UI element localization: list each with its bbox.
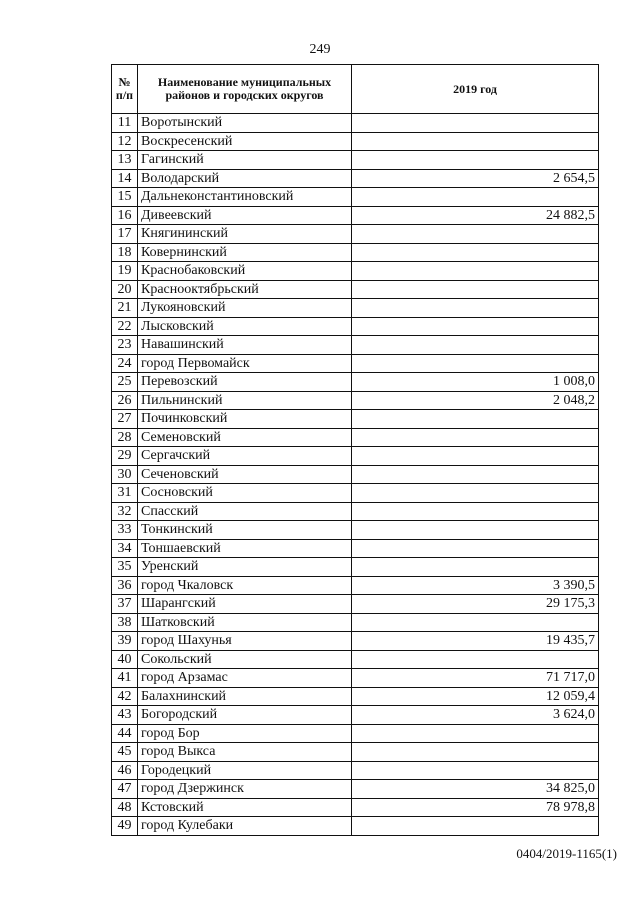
row-value-2019 — [352, 428, 599, 447]
table-row — [112, 465, 599, 484]
header-year: 2019 год — [352, 65, 599, 114]
row-value-2019 — [352, 410, 599, 429]
table-row — [112, 317, 599, 336]
row-value-2019: 2 654,5 — [352, 169, 599, 188]
row-number: 45 — [112, 743, 138, 762]
row-district-name: город Арзамас — [138, 669, 352, 688]
table-row — [112, 650, 599, 669]
row-value-2019 — [352, 484, 599, 503]
table-row — [112, 613, 599, 632]
table-row — [112, 798, 599, 817]
row-value-2019 — [352, 262, 599, 281]
table-row — [112, 262, 599, 281]
row-district-name: город Шахунья — [138, 632, 352, 651]
table-row — [112, 299, 599, 318]
table-row — [112, 780, 599, 799]
row-district-name: Спасский — [138, 502, 352, 521]
row-district-name: Княгининский — [138, 225, 352, 244]
row-district-name: Починковский — [138, 410, 352, 429]
row-district-name: город Кулебаки — [138, 817, 352, 836]
row-district-name: Гагинский — [138, 151, 352, 170]
header-name: Наименование муниципальных районов и городских округов — [138, 65, 352, 114]
row-value-2019 — [352, 336, 599, 355]
row-district-name: Дивеевский — [138, 206, 352, 225]
row-district-name: город Дзержинск — [138, 780, 352, 799]
row-number: 47 — [112, 780, 138, 799]
row-number: 22 — [112, 317, 138, 336]
table-row — [112, 280, 599, 299]
row-number: 15 — [112, 188, 138, 207]
row-value-2019: 12 059,4 — [352, 687, 599, 706]
row-number: 32 — [112, 502, 138, 521]
row-value-2019 — [352, 354, 599, 373]
table-row — [112, 706, 599, 725]
table-row — [112, 132, 599, 151]
row-number: 33 — [112, 521, 138, 540]
row-value-2019 — [352, 502, 599, 521]
row-number: 43 — [112, 706, 138, 725]
row-district-name: Навашинский — [138, 336, 352, 355]
table-row — [112, 761, 599, 780]
row-value-2019: 29 175,3 — [352, 595, 599, 614]
table-row — [112, 484, 599, 503]
row-district-name: город Чкаловск — [138, 576, 352, 595]
table-row — [112, 354, 599, 373]
row-number: 24 — [112, 354, 138, 373]
row-value-2019 — [352, 447, 599, 466]
row-number: 21 — [112, 299, 138, 318]
row-district-name: Шатковский — [138, 613, 352, 632]
row-district-name: город Выкса — [138, 743, 352, 762]
row-number: 49 — [112, 817, 138, 836]
row-value-2019 — [352, 465, 599, 484]
row-number: 14 — [112, 169, 138, 188]
row-number: 44 — [112, 724, 138, 743]
row-value-2019: 24 882,5 — [352, 206, 599, 225]
table-header-row — [112, 65, 599, 114]
row-value-2019: 34 825,0 — [352, 780, 599, 799]
table-row — [112, 225, 599, 244]
row-number: 20 — [112, 280, 138, 299]
row-value-2019: 3 624,0 — [352, 706, 599, 725]
row-district-name: город Первомайск — [138, 354, 352, 373]
row-district-name: Сосновский — [138, 484, 352, 503]
row-district-name: Уренский — [138, 558, 352, 577]
row-value-2019 — [352, 539, 599, 558]
row-value-2019: 71 717,0 — [352, 669, 599, 688]
row-number: 36 — [112, 576, 138, 595]
row-value-2019 — [352, 317, 599, 336]
row-value-2019 — [352, 132, 599, 151]
table-row — [112, 576, 599, 595]
table-row — [112, 521, 599, 540]
row-value-2019 — [352, 280, 599, 299]
table-row — [112, 391, 599, 410]
row-value-2019: 2 048,2 — [352, 391, 599, 410]
row-district-name: Воротынский — [138, 114, 352, 133]
row-number: 11 — [112, 114, 138, 133]
row-district-name: Тонкинский — [138, 521, 352, 540]
row-value-2019 — [352, 151, 599, 170]
budget-table — [111, 64, 599, 836]
row-number: 17 — [112, 225, 138, 244]
row-number: 35 — [112, 558, 138, 577]
table-row — [112, 669, 599, 688]
row-district-name: Краснобаковский — [138, 262, 352, 281]
row-value-2019 — [352, 724, 599, 743]
table-row — [112, 502, 599, 521]
row-number: 19 — [112, 262, 138, 281]
row-number: 31 — [112, 484, 138, 503]
row-number: 28 — [112, 428, 138, 447]
row-district-name: Городецкий — [138, 761, 352, 780]
row-district-name: Шарангский — [138, 595, 352, 614]
row-number: 23 — [112, 336, 138, 355]
header-number: № п/п — [112, 65, 138, 114]
row-value-2019 — [352, 558, 599, 577]
table-row — [112, 188, 599, 207]
table-row — [112, 595, 599, 614]
row-number: 41 — [112, 669, 138, 688]
row-number: 38 — [112, 613, 138, 632]
table-row — [112, 206, 599, 225]
table-row — [112, 243, 599, 262]
row-number: 29 — [112, 447, 138, 466]
table-row — [112, 373, 599, 392]
row-district-name: Сеченовский — [138, 465, 352, 484]
row-district-name: Краснооктябрьский — [138, 280, 352, 299]
row-value-2019 — [352, 114, 599, 133]
row-district-name: Перевозский — [138, 373, 352, 392]
table-row — [112, 169, 599, 188]
row-number: 30 — [112, 465, 138, 484]
row-value-2019 — [352, 521, 599, 540]
document-code: 0404/2019-1165(1) — [516, 846, 617, 861]
row-value-2019 — [352, 743, 599, 762]
row-value-2019: 78 978,8 — [352, 798, 599, 817]
table-row — [112, 447, 599, 466]
row-number: 16 — [112, 206, 138, 225]
row-number: 37 — [112, 595, 138, 614]
row-district-name: Сокольский — [138, 650, 352, 669]
row-district-name: Дальнеконстантиновский — [138, 188, 352, 207]
row-value-2019 — [352, 243, 599, 262]
row-district-name: Ковернинский — [138, 243, 352, 262]
table-row — [112, 151, 599, 170]
row-number: 18 — [112, 243, 138, 262]
row-district-name: Кстовский — [138, 798, 352, 817]
table-body — [112, 114, 599, 836]
table-row — [112, 558, 599, 577]
table-row — [112, 743, 599, 762]
table-row — [112, 687, 599, 706]
row-value-2019 — [352, 650, 599, 669]
row-district-name: Балахнинский — [138, 687, 352, 706]
row-number: 13 — [112, 151, 138, 170]
table-row — [112, 724, 599, 743]
row-value-2019: 19 435,7 — [352, 632, 599, 651]
row-district-name: Лукояновский — [138, 299, 352, 318]
table-row — [112, 632, 599, 651]
row-value-2019 — [352, 817, 599, 836]
row-value-2019: 3 390,5 — [352, 576, 599, 595]
row-district-name: Сергачский — [138, 447, 352, 466]
row-number: 25 — [112, 373, 138, 392]
row-district-name: Пильнинский — [138, 391, 352, 410]
row-number: 26 — [112, 391, 138, 410]
row-number: 12 — [112, 132, 138, 151]
row-value-2019: 1 008,0 — [352, 373, 599, 392]
row-district-name: Тоншаевский — [138, 539, 352, 558]
row-number: 46 — [112, 761, 138, 780]
row-district-name: город Бор — [138, 724, 352, 743]
row-number: 48 — [112, 798, 138, 817]
row-number: 42 — [112, 687, 138, 706]
row-district-name: Воскресенский — [138, 132, 352, 151]
page-number: 249 — [309, 42, 331, 57]
table-row — [112, 410, 599, 429]
row-number: 27 — [112, 410, 138, 429]
row-number: 34 — [112, 539, 138, 558]
row-value-2019 — [352, 613, 599, 632]
row-number: 39 — [112, 632, 138, 651]
row-district-name: Богородский — [138, 706, 352, 725]
table-row — [112, 428, 599, 447]
table-row — [112, 114, 599, 133]
row-district-name: Семеновский — [138, 428, 352, 447]
table-row — [112, 817, 599, 836]
table-row — [112, 539, 599, 558]
row-value-2019 — [352, 188, 599, 207]
row-number: 40 — [112, 650, 138, 669]
table-row — [112, 336, 599, 355]
row-value-2019 — [352, 299, 599, 318]
row-district-name: Володарский — [138, 169, 352, 188]
row-value-2019 — [352, 225, 599, 244]
row-district-name: Лысковский — [138, 317, 352, 336]
row-value-2019 — [352, 761, 599, 780]
